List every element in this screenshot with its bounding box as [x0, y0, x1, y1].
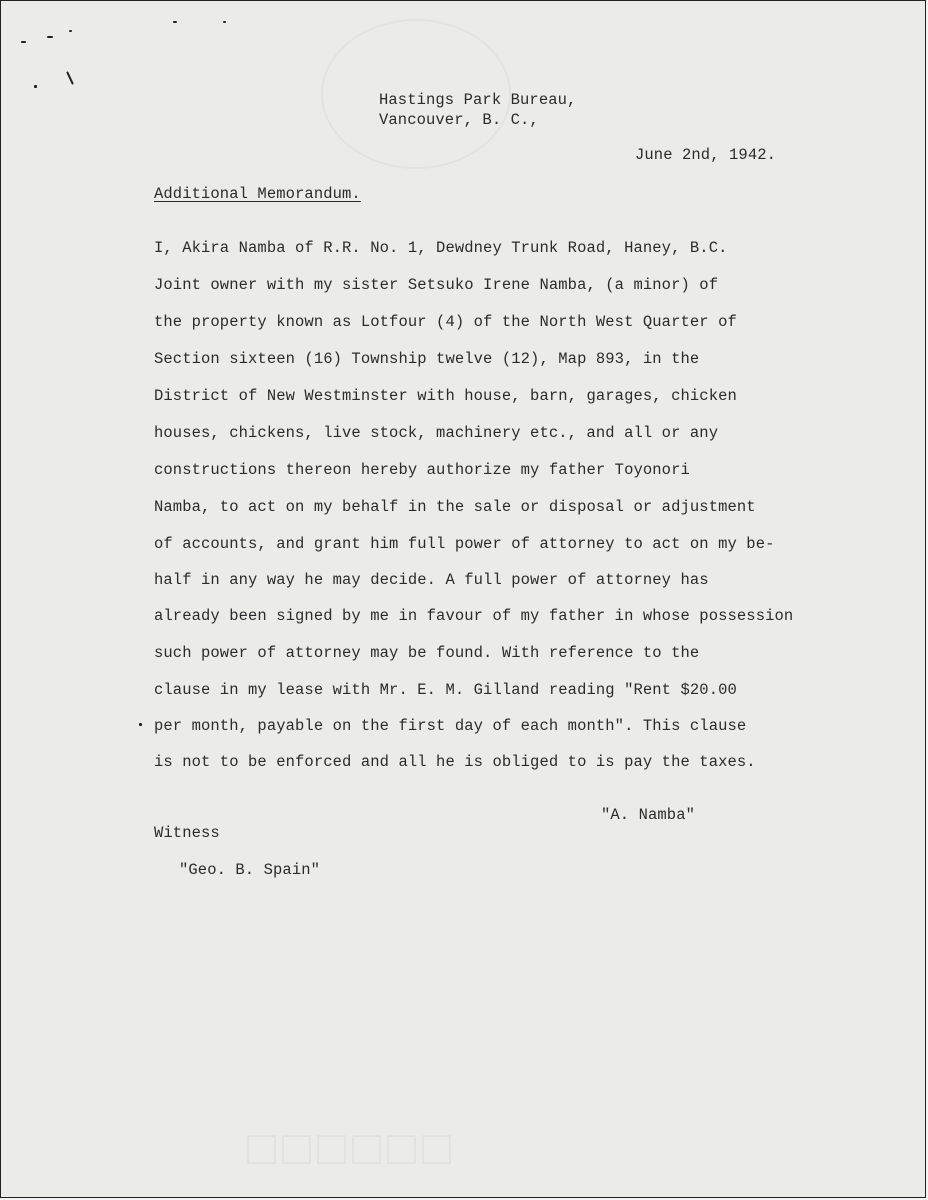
document-date: June 2nd, 1942.	[635, 146, 777, 164]
body-line: half in any way he may decide. A full power of attorney has	[154, 571, 709, 589]
paper-speck	[47, 36, 53, 38]
body-line: houses, chickens, live stock, machinery etc., and all or any	[154, 424, 719, 442]
witness-name: "Geo. B. Spain"	[179, 861, 321, 879]
memorandum-heading: Additional Memorandum.	[154, 185, 361, 203]
body-line: per month, payable on the first day of each month". This clause	[154, 717, 747, 735]
paper-speck	[69, 30, 72, 32]
paper-speck	[66, 71, 74, 85]
paper-speck	[223, 21, 226, 23]
body-line: is not to be enforced and all he is obliged to is pay the taxes.	[154, 753, 756, 771]
body-line: Namba, to act on my behalf in the sale or disposal or adjustment	[154, 498, 756, 516]
paper-speck	[173, 21, 177, 23]
body-line: District of New Westminster with house, barn, garages, chicken	[154, 387, 737, 405]
body-line: constructions thereon hereby authorize my father Toyonori	[154, 461, 690, 479]
body-line: such power of attorney may be found. With reference to the	[154, 644, 700, 662]
paper-speck	[139, 723, 142, 726]
body-line: Joint owner with my sister Setsuko Irene Namba, (a minor) of	[154, 276, 719, 294]
body-line: clause in my lease with Mr. E. M. Gilland reading "Rent $20.00	[154, 681, 737, 699]
body-line: already been signed by me in favour of my father in whose possession	[154, 607, 794, 625]
signature-name: "A. Namba"	[601, 806, 696, 824]
bleed-through-watermark	[241, 1121, 451, 1176]
paper-speck	[21, 41, 26, 43]
witness-label: Witness	[154, 824, 220, 842]
body-line: I, Akira Namba of R.R. No. 1, Dewdney Trunk Road, Haney, B.C.	[154, 239, 728, 257]
body-line: of accounts, and grant him full power of attorney to act on my be-	[154, 535, 775, 553]
body-line: the property known as Lotfour (4) of the North West Quarter of	[154, 313, 737, 331]
header-bureau: Hastings Park Bureau,	[379, 91, 577, 109]
paper-speck	[34, 85, 37, 88]
header-city: Vancouver, B. C.,	[379, 111, 539, 129]
body-line: Section sixteen (16) Township twelve (12), Map 893, in the	[154, 350, 700, 368]
